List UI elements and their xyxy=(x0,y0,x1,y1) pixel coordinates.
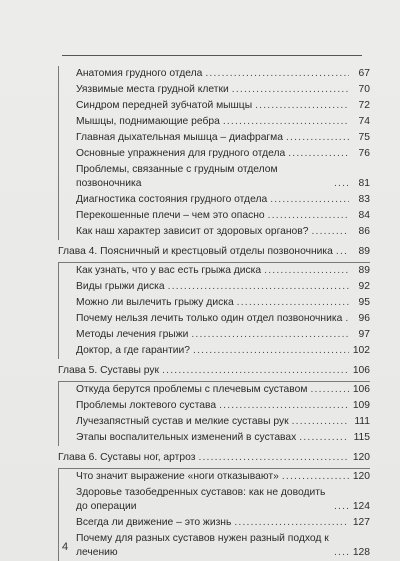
dot-leader xyxy=(310,382,349,398)
toc-entry-title: Перекошенные плечи – чем это опасно xyxy=(76,210,265,221)
toc-entry xyxy=(58,430,370,446)
toc-entry-title: Глава 6. Суставы ног, артроз xyxy=(58,452,196,463)
toc-entry-title: Основные упражнения для грудного отдела xyxy=(76,148,286,159)
dot-leader xyxy=(334,545,349,561)
toc-entry-title: Главная дыхательная мышца – диафрагма xyxy=(76,132,283,143)
dot-leader xyxy=(223,114,349,130)
dot-leader xyxy=(198,450,349,466)
toc-entry-title: Виды грыжи диска xyxy=(76,281,165,292)
dot-leader xyxy=(282,469,349,485)
toc-entry-page: 111 xyxy=(354,416,370,427)
toc-entry xyxy=(58,414,370,430)
dot-leader xyxy=(292,414,349,430)
toc-entry xyxy=(58,311,370,327)
toc-entry-page: 102 xyxy=(352,345,370,356)
toc-entry-page: 67 xyxy=(358,68,370,79)
toc-entry-title: Проблемы, связанные с грудным отделом позвоночника xyxy=(76,164,278,189)
toc-entry xyxy=(58,485,370,515)
dot-leader xyxy=(237,295,349,311)
toc-entry-title: Диагностика состояния грудного отдела xyxy=(76,194,268,205)
dot-leader xyxy=(334,176,349,192)
toc-entry-page: 97 xyxy=(358,329,370,340)
toc-entry-page: 120 xyxy=(352,471,370,482)
toc-entry xyxy=(58,98,370,114)
toc-entry xyxy=(58,162,370,192)
toc-chapter-entry xyxy=(58,244,370,260)
toc-entry-page: 74 xyxy=(358,116,370,127)
toc-entry-page: 89 xyxy=(358,265,370,276)
toc-entry xyxy=(58,114,370,130)
toc-chapter-entry xyxy=(58,450,370,466)
dot-leader xyxy=(219,398,349,414)
toc-entry xyxy=(58,382,370,398)
dot-leader xyxy=(205,66,349,82)
toc-entry xyxy=(58,130,370,146)
toc-entry-page: 109 xyxy=(352,400,370,411)
toc-entry xyxy=(58,263,370,279)
toc-entry-page: 127 xyxy=(352,517,370,528)
toc-entry-title: Почему для разных суставов нужен разный подход к лечению xyxy=(76,533,329,558)
dot-leader xyxy=(299,430,349,446)
dot-leader xyxy=(311,224,349,240)
toc-entry xyxy=(58,208,370,224)
toc-entry xyxy=(58,295,370,311)
toc-entry-page: 89 xyxy=(358,246,370,257)
toc-entry xyxy=(58,224,370,240)
toc-entry-title: Лучезапястный сустав и мелкие суставы рук xyxy=(76,416,289,427)
toc-entry-title: Доктор, а где гарантии? xyxy=(76,345,191,356)
toc-entry-title: Методы лечения грыжи xyxy=(76,329,189,340)
dot-leader xyxy=(334,499,349,515)
dot-leader xyxy=(193,343,349,359)
toc-entry xyxy=(58,515,370,531)
toc-entry-page: 86 xyxy=(358,226,370,237)
toc-entry-page: 128 xyxy=(352,547,370,558)
toc-entry-title: Как узнать, что у вас есть грыжа диска xyxy=(76,265,262,276)
toc-entry-title: Мышцы, поднимающие ребра xyxy=(76,116,220,127)
toc-entry xyxy=(58,66,370,82)
toc-entry-title: Глава 4. Поясничный и крестцовый отделы позвоночника xyxy=(58,246,333,257)
toc-entry-page: 76 xyxy=(358,148,370,159)
toc-entry-page: 83 xyxy=(358,194,370,205)
toc-entry-title: Проблемы локтевого сустава xyxy=(76,400,217,411)
toc-entry-title: Глава 5. Суставы рук xyxy=(58,365,160,376)
toc-entry xyxy=(58,469,370,485)
dot-leader xyxy=(270,192,349,208)
toc-entry-page: 81 xyxy=(358,178,370,189)
toc-entry-title: Синдром передней зубчатой мышцы xyxy=(76,100,253,111)
toc-entry-page: 96 xyxy=(358,313,370,324)
toc-entry-title: Этапы воспалительных изменений в суставах xyxy=(76,432,297,443)
toc-entry xyxy=(58,327,370,343)
toc-entry xyxy=(58,531,370,561)
dot-leader xyxy=(336,244,349,260)
page-number: 4 xyxy=(62,541,69,553)
dot-leader xyxy=(345,311,349,327)
toc-entry-title: Всегда ли движение – это жизнь xyxy=(76,517,232,528)
toc-entry-title: Уязвимые места грудной клетки xyxy=(76,84,229,95)
table-of-contents xyxy=(58,66,370,561)
dot-leader xyxy=(288,146,349,162)
toc-entry xyxy=(58,146,370,162)
toc-entry xyxy=(58,192,370,208)
top-rule xyxy=(62,55,362,56)
dot-leader xyxy=(264,263,349,279)
toc-entry-title: Анатомия грудного отдела xyxy=(76,68,203,79)
toc-entry-page: 70 xyxy=(358,84,370,95)
toc-entry-title: Можно ли вылечить грыжу диска xyxy=(76,297,234,308)
toc-entry-page: 75 xyxy=(358,132,370,143)
toc-entry-title: Как наш характер зависит от здоровых органов? xyxy=(76,226,309,237)
toc-entry-page: 106 xyxy=(352,365,370,376)
toc-entry xyxy=(58,398,370,414)
dot-leader xyxy=(255,98,349,114)
dot-leader xyxy=(162,363,349,379)
dot-leader xyxy=(191,327,349,343)
toc-entry-page: 115 xyxy=(353,432,370,443)
toc-entry-page: 120 xyxy=(352,452,370,463)
toc-entry-page: 92 xyxy=(358,281,370,292)
toc-entry xyxy=(58,343,370,359)
toc-entry-title: Почему нельзя лечить только один отдел позвоночника xyxy=(76,313,343,324)
toc-entry-title: Что значит выражение «ноги отказывают» xyxy=(76,471,279,482)
dot-leader xyxy=(268,208,349,224)
dot-leader xyxy=(234,515,349,531)
toc-entry-title: Откуда берутся проблемы с плечевым суставом xyxy=(76,384,308,395)
toc-entry-page: 106 xyxy=(352,384,370,395)
dot-leader xyxy=(232,82,349,98)
toc-entry-page: 95 xyxy=(358,297,370,308)
toc-entry-page: 84 xyxy=(358,210,370,221)
toc-chapter-entry xyxy=(58,363,370,379)
dot-leader xyxy=(286,130,349,146)
toc-entry xyxy=(58,279,370,295)
toc-entry xyxy=(58,82,370,98)
toc-entry-page: 124 xyxy=(352,501,370,512)
toc-entry-page: 72 xyxy=(358,100,370,111)
dot-leader xyxy=(168,279,349,295)
toc-entry-title: Здоровье тазобедренных суставов: как не доводить до операции xyxy=(76,487,326,512)
